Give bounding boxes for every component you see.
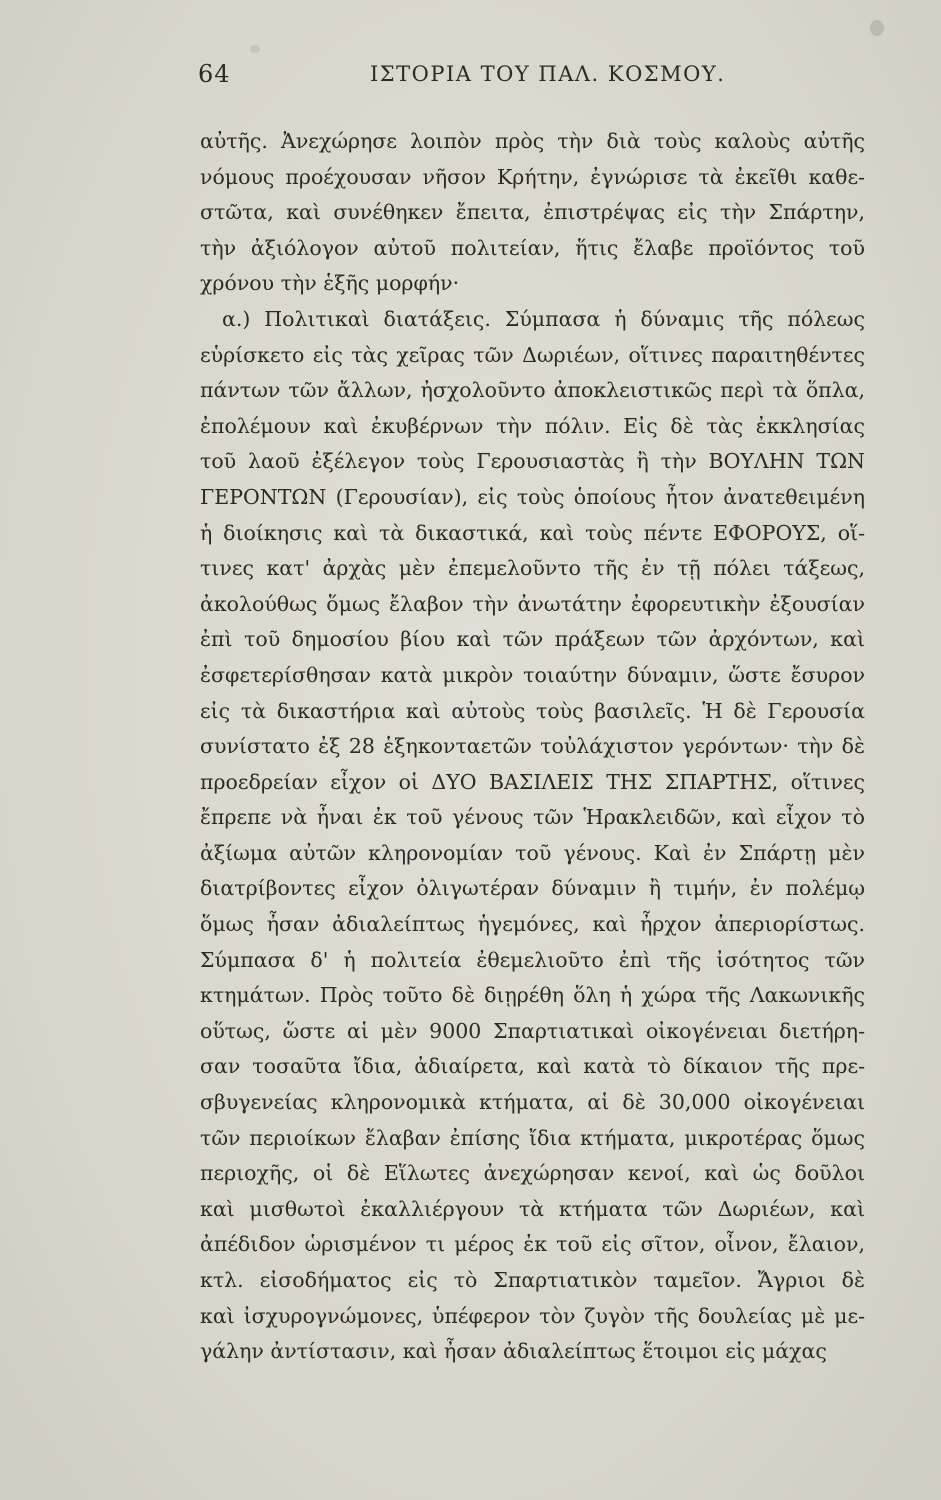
running-header xyxy=(198,60,863,100)
text-line: α.) Πολιτικαὶ διατάξεις. Σύμπασα ἡ δύναμις τῆς πόλεως xyxy=(222,306,865,331)
text-line: τῶν περιοίκων ἔλαβαν ἐπίσης ἴδια κτήματα, μικροτέρας ὅμως xyxy=(200,1125,865,1150)
text-line: ἐπολέμουν καὶ ἐκυβέρνων τὴν πόλιν. Εἰς δὲ τὰς ἐκκλησίας xyxy=(200,413,865,438)
text-line: περιοχῆς, οἱ δὲ Εἵλωτες ἀνεχώρησαν κενοί, καὶ ὡς δοῦλοι xyxy=(200,1161,865,1186)
paper-stain xyxy=(250,45,260,53)
text-line: ἀξίωμα αὐτῶν κληρονομίαν τοῦ γένους. Καὶ ἐν Σπάρτῃ μὲν xyxy=(200,840,865,865)
text-line: ἡ διοίκησις καὶ τὰ δικαστικά, καὶ τοὺς πέντε ΕΦΟΡΟΥΣ, οἵ- xyxy=(200,520,865,545)
text-line: οὕτως, ὥστε αἱ μὲν 9000 Σπαρτιατικαὶ οἰκογένειαι διετήρη- xyxy=(200,1018,865,1043)
body-text xyxy=(200,124,865,1370)
text-line: εὑρίσκετο εἰς τὰς χεῖρας τῶν Δωριέων, οἵτινες παραιτηθέντες xyxy=(200,342,865,367)
text-line: τινες κατ' ἀρχὰς μὲν ἐπεμελοῦντο τῆς ἐν τῇ πόλει τάξεως, xyxy=(200,556,865,581)
paper-stain xyxy=(870,20,884,36)
text-line: ἔπρεπε νὰ ἦναι ἐκ τοῦ γένους τῶν Ἡρακλειδῶν, καὶ εἶχον τὸ xyxy=(200,805,865,830)
text-line: κτλ. εἰσοδήματος εἰς τὸ Σπαρτιατικὸν ταμεῖον. Ἄγριοι δὲ xyxy=(200,1268,865,1292)
text-line: ἐπὶ τοῦ δημοσίου βίου καὶ τῶν πράξεων τῶν ἀρχόντων, καὶ xyxy=(200,627,865,652)
text-line: ἀκολούθως ὅμως ἔλαβον τὴν ἀνωτάτην ἐφορευτικὴν ἐξουσίαν xyxy=(200,591,865,616)
text-line: Σύμπασα δ' ἡ πολιτεία ἐθεμελιοῦτο ἐπὶ τῆς ἰσότητος τῶν xyxy=(200,947,865,972)
text-line: τὴν ἀξιόλογον αὐτοῦ πολιτείαν, ἥτις ἔλαβε προϊόντος τοῦ xyxy=(200,235,865,260)
text-line: διατρίβοντες εἶχον ὀλιγωτέραν δύναμιν ἢ τιμήν, ἐν πολέμῳ xyxy=(200,876,865,901)
text-line: ἀπέδιδον ὡρισμένον τι μέρος ἐκ τοῦ εἰς σῖτον, οἶνον, ἔλαιον, xyxy=(200,1232,865,1257)
text-line: νόμους προέχουσαν νῆσον Κρήτην, ἐγνώρισε τὰ ἐκεῖθι καθε- xyxy=(200,164,865,189)
text-line: σαν τοσαῦτα ἴδια, ἀδιαίρετα, καὶ κατὰ τὸ δίκαιον τῆς πρε- xyxy=(200,1054,865,1079)
text-line: αὐτῆς. Ἀνεχώρησε λοιπὸν πρὸς τὴν διὰ τοὺς καλοὺς αὐτῆς xyxy=(200,129,865,153)
text-line: κτημάτων. Πρὸς τοῦτο δὲ διῃρέθη ὅλη ἡ χώρα τῆς Λακωνικῆς xyxy=(200,983,865,1008)
text-line: πάντων τῶν ἄλλων, ἠσχολοῦντο ἀποκλειστικῶς περὶ τὰ ὅπλα, xyxy=(200,378,865,403)
running-title: ΙΣΤΟΡΙΑ ΤΟΥ ΠΑΛ. ΚΟΣΜΟΥ. xyxy=(370,62,726,86)
text-line: προεδρείαν εἶχον οἱ ΔΥΟ ΒΑΣΙΛΕΙΣ ΤΗΣ ΣΠΑΡΤΗΣ, οἵτινες xyxy=(200,769,865,794)
text-line: χρόνου τὴν ἑξῆς μορφήν· xyxy=(200,271,460,296)
text-line: εἰς τὰ δικαστήρια καὶ αὐτοὺς τοὺς βασιλεῖς. Ἡ δὲ Γερουσία xyxy=(200,698,865,723)
text-line: στῶτα, καὶ συνέθηκεν ἔπειτα, ἐπιστρέψας εἰς τὴν Σπάρτην, xyxy=(200,200,865,225)
text-line: ΓΕΡΟΝΤΩΝ (Γερουσίαν), εἰς τοὺς ὁποίους ἦτον ἀνατεθειμένη xyxy=(200,484,865,509)
text-line: καὶ ἰσχυρογνώμονες, ὑπέφερον τὸν ζυγὸν τῆς δουλείας μὲ με- xyxy=(200,1303,865,1328)
text-line: συνίστατο ἐξ 28 ἑξηκονταετῶν τοὐλάχιστον γερόντων· τὴν δὲ xyxy=(200,734,865,759)
text-line: ὅμως ἦσαν ἀδιαλείπτως ἡγεμόνες, καὶ ἦρχον ἀπεριορίστως. xyxy=(200,912,865,937)
text-line: ἐσφετερίσθησαν κατὰ μικρὸν τοιαύτην δύναμιν, ὥστε ἔσυρον xyxy=(200,662,865,687)
page-number: 64 xyxy=(198,60,231,88)
text-line: γάλην ἀντίστασιν, καὶ ἦσαν ἀδιαλείπτως ἕτοιμοι εἰς μάχας xyxy=(200,1339,827,1364)
text-line: τοῦ λαοῦ ἐξέλεγον τοὺς Γερουσιαστὰς ἢ τὴν ΒΟΥΛΗΝ ΤΩΝ xyxy=(200,449,865,474)
text-line: καὶ μισθωτοὶ ἐκαλλιέργουν τὰ κτήματα τῶν Δωριέων, καὶ xyxy=(200,1196,865,1221)
text-line: σβυγενείας κληρονομικὰ κτήματα, αἱ δὲ 30,000 οἰκογένειαι xyxy=(200,1090,865,1115)
